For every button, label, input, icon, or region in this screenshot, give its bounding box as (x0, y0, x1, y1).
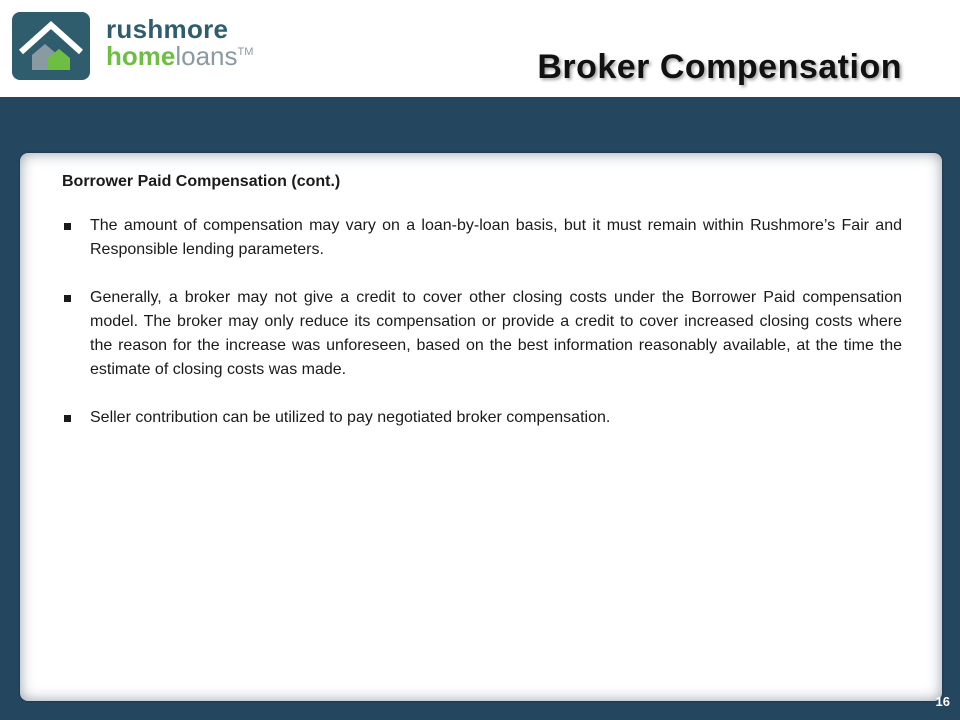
house-roof-logo-icon (12, 12, 90, 80)
company-logo-text (106, 16, 253, 69)
bullet-item (62, 286, 902, 382)
logo-word-loans: loans (175, 41, 238, 71)
square-bullet-icon (64, 223, 71, 230)
section-heading: Borrower Paid Compensation (cont.) (62, 173, 341, 190)
logo-wordmark-rushmore: rushmore (106, 14, 229, 44)
slide-header (0, 0, 960, 97)
logo-wordmark-homeloans (106, 43, 253, 69)
trademark-symbol: TM (237, 46, 254, 58)
bullet-text: Seller contribution can be utilized to pay negotiated broker compensation. (90, 409, 611, 426)
bullet-list (62, 214, 902, 430)
bullet-item (62, 214, 902, 262)
slide-title: Broker Compensation (537, 48, 902, 86)
square-bullet-icon (64, 295, 71, 302)
content-panel (20, 153, 942, 701)
bullet-text: The amount of compensation may vary on a loan-by-loan basis, but it must remain within Rushmore’s Fair and Responsible lending parameters. (90, 217, 902, 258)
bullet-item (62, 406, 902, 430)
page-number: 16 (935, 694, 950, 709)
bullet-text: Generally, a broker may not give a credit to cover other closing costs under the Borrower Paid compensation model. The broker may only reduce its compensation or provide a credit to cover increased closing costs where the reason for the increase was unforeseen, based on the best information reasonably available, at the time the estimate of closing costs was made. (90, 289, 902, 378)
logo-word-home: home (106, 41, 176, 71)
content-body (62, 170, 902, 454)
square-bullet-icon (64, 415, 71, 422)
